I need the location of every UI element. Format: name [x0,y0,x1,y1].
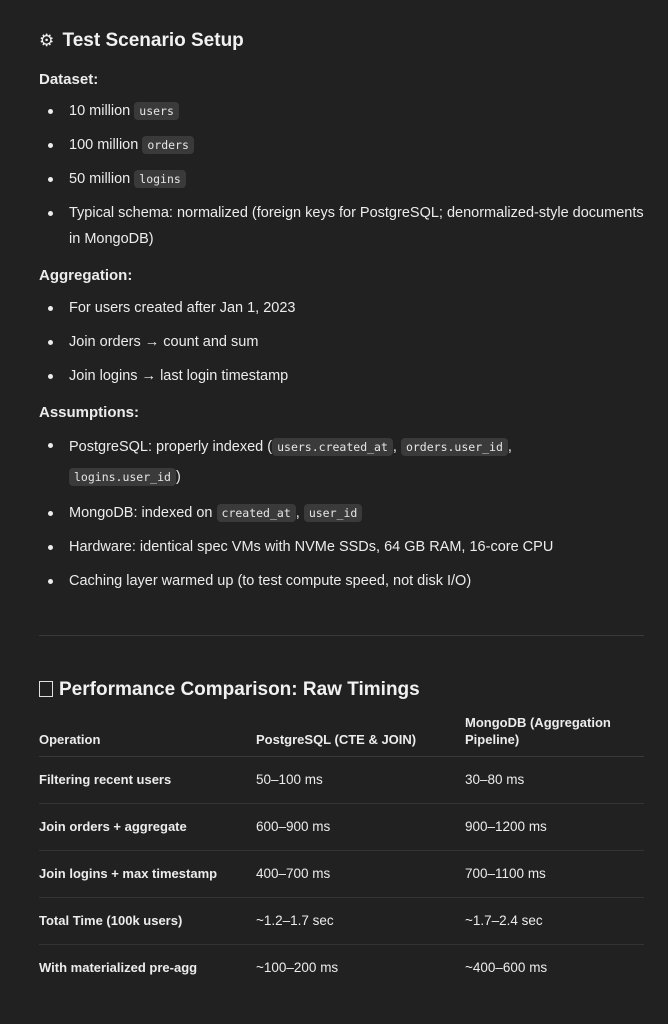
assumptions-list [39,432,644,594]
mongo-cell: 700–1100 ms [465,851,644,898]
inline-code: orders.user_id [401,438,508,456]
inline-code: user_id [304,504,362,522]
performance-heading [39,676,420,704]
inline-code: created_at [217,504,296,522]
header-operation: Operation [39,714,256,757]
header-postgresql: PostgreSQL (CTE & JOIN) [256,714,465,757]
operation-cell: Join orders + aggregate [39,804,256,851]
operation-cell: Filtering recent users [39,757,256,804]
list-item: PostgreSQL: properly indexed ( users.created_at , orders.user_id , logins.user_id ) [39,432,644,492]
inline-code: logins [134,170,186,188]
setup-heading [39,0,644,55]
operation-cell: Join logins + max timestamp [39,851,256,898]
box-icon [39,681,53,697]
list-item: Hardware: identical spec VMs with NVMe SSDs, 64 GB RAM, 16-core CPU [39,534,644,560]
list-item: 50 million logins [39,166,644,192]
table-row [39,945,644,992]
table-row [39,851,644,898]
table-row [39,898,644,945]
postgres-cell: 50–100 ms [256,757,465,804]
list-item: 10 million users [39,98,644,124]
inline-code: users [134,102,179,120]
list-item: For users created after Jan 1, 2023 [39,295,644,321]
list-item: 100 million orders [39,132,644,158]
list-item: MongoDB: indexed on created_at , user_id [39,500,644,526]
list-item: Join orders → count and sum [39,329,644,355]
assumptions-heading: Assumptions: [39,404,140,421]
header-mongodb: MongoDB (Aggregation Pipeline) [465,714,644,757]
mongo-cell: ~1.7–2.4 sec [465,898,644,945]
table-row [39,757,644,804]
postgres-cell: 400–700 ms [256,851,465,898]
dataset-list [39,98,644,252]
inline-code: logins.user_id [69,468,176,486]
table-header-row [39,714,644,757]
table-row [39,804,644,851]
postgres-cell: 600–900 ms [256,804,465,851]
gear-icon: ⚙ [39,31,55,51]
performance-table [39,714,644,991]
aggregation-list [39,295,644,389]
mongo-cell: 900–1200 ms [465,804,644,851]
operation-cell: Total Time (100k users) [39,898,256,945]
postgres-cell: ~100–200 ms [256,960,339,975]
list-item: Caching layer warmed up (to test compute speed, not disk I/O) [39,568,644,594]
mongo-cell: ~400–600 ms [465,960,548,975]
postgres-cell: ~1.2–1.7 sec [256,898,465,945]
performance-title: Performance Comparison: Raw Timings [59,679,420,700]
setup-title: Test Scenario Setup [62,30,244,51]
list-item: Typical schema: normalized (foreign keys for PostgreSQL; denormalized-style documents in MongoDB) [39,200,644,252]
aggregation-heading: Aggregation: [39,267,133,284]
operation-cell: With materialized pre-agg [39,960,198,975]
mongo-cell: 30–80 ms [465,757,644,804]
dataset-heading: Dataset: [39,71,99,88]
inline-code: orders [142,136,194,154]
inline-code: users.created_at [272,438,393,456]
section-divider [39,635,644,636]
list-item: Join logins → last login timestamp [39,363,644,389]
